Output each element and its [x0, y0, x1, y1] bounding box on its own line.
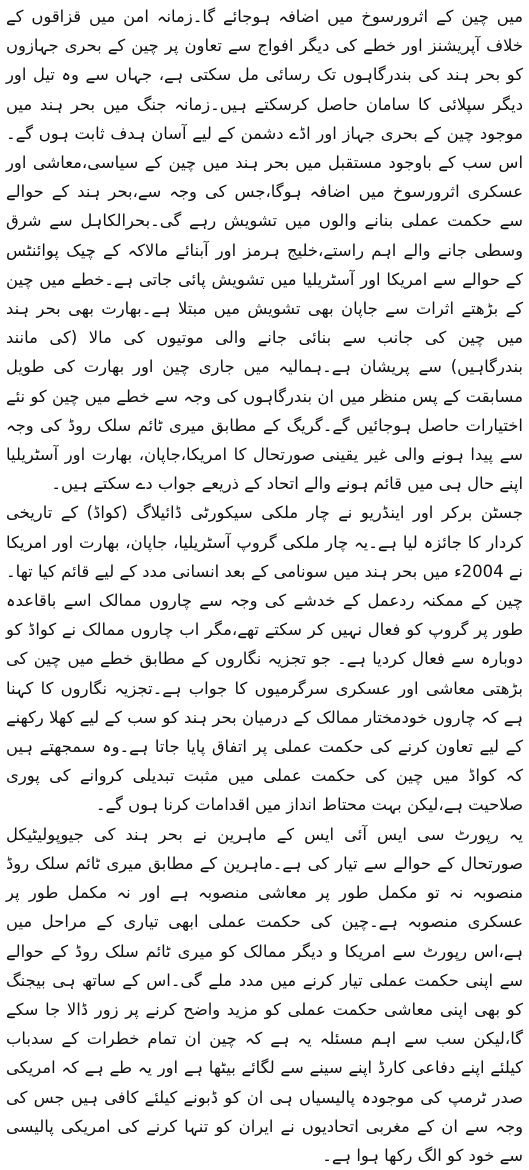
paragraph-3: یہ رپورٹ سی ایس آئی ایس کے ماہرین نے بحر ہند کی جیوپولیٹیکل صورتحال کے حوالے سے تیار کی ہے۔ماہرین کے مطابق میری ٹائم سلک روڈ منصوبہ نہ تو مکمل طور پر معاشی منصوبہ ہے اور نہ مکمل طور پر عسکری منصوبہ ہے۔چین کی حکمت عملی ابھی تیاری کے مراحل میں ہے،اس رپورٹ سے امریکا و دیگر ممالک کو میری ٹائم سلک روڈ کے حوالے سے اپنی حکمت عملی تیار کرنے میں مدد ملے گی۔اس کے ساتھ ہی بیجنگ کو بھی اپنی معاشی حکمت عملی کو مزید واضح کرنے پر زور ڈالا جا سکے گا،لیکن سب سے اہم مسئلہ یہ ہے کہ چین ان تمام خطرات کے سدباب کیلئے اپنے دفاعی کارڈ اپنے سینے سے لگائے بیٹھا ہے اور یہ طے ہے کہ امریکی صدر ٹرمپ کی موجودہ پالیسیاں ہی ان کو ڈبونے کیلئے کافی ہیں جس کی وجہ سے ان کے مغربی اتحادیوں نے ایران کو تنہا کرنے کی امریکی پالیسی سے خود کو الگ رکھا ہوا ہے۔ [6, 824, 523, 1165]
paragraph-2: جسٹن برکر اور اینڈریو نے چار ملکی سیکورٹی ڈائیلاگ (کواڈ) کے تاریخی کردار کا جائزہ لیا ہے۔یہ چار ملکی گروپ آسٹریلیا، جاپان، بھارت اور امریکا نے 2004ء میں بحر ہند میں سونامی کے بعد انسانی مدد کے لیے قائم کیا تھا۔چین کے ممکنہ ردعمل کے خدشے کی وجہ سے چاروں ممالک اسے باقاعدہ طور پر گروپ کو فعال نہیں کر سکتے تھے،مگر اب چاروں ممالک نے کواڈ کو دوبارہ سے فعال کردیا ہے۔ جو تجزیہ نگاروں کے مطابق خطے میں چین کی بڑھتی معاشی اور عسکری سرگرمیوں کا جواب ہے۔تجزیہ نگاروں کا کہنا ہے کہ چاروں خودمختار ممالک کے درمیان بحر ہند کو سب کے لیے کھلا رکھنے کے لیے تعاون کرنے کی حکمت عملی پر اتفاق پایا جاتا ہے۔وہ سمجھتے ہیں کہ کواڈ میں چین کی حکمت عملی میں مثبت تبدیلی کروانے کی پوری صلاحیت ہے،لیکن بہت محتاط انداز میں اقدامات کرنا ہوں گے۔ [6, 503, 523, 815]
paragraph-1: میں چین کے اثرورسوخ میں اضافہ ہوجائے گا۔زمانہ امن میں قزاقوں کے خلاف آپریشنز اور خطے کی دیگر افواج سے تعاون پر چین کے بحری جہازوں کو بحر ہند کی بندرگاہوں تک رسائی مل سکتی ہے، جہاں سے وہ تیل اور دیگر سپلائی کا سامان حاصل کرسکتے ہیں۔زمانہ جنگ میں بحر ہند میں موجود چین کے بحری جہاز اور اڈے دشمن کے لیے آسان ہدف ثابت ہوں گے۔اس سب کے باوجود مستقبل میں بحر ہند میں چین کے سیاسی،معاشی اور عسکری اثرورسوخ میں اضافہ ہوگا،جس کی وجہ سے،بحر ہند کے حوالے سے حکمت عملی بنانے والوں میں تشویش رہے گی۔بحرالکاہل سے شرق وسطی جانے والے اہم راستے،خلیج ہرمز اور آبنائے مالاکہ کے چیک پوائنٹس کے حوالے سے امریکا اور آسٹریلیا میں تشویش پائی جاتی ہے۔خطے میں چین کے بڑھتے اثرات سے جاپان بھی تشویش میں مبتلا ہے۔بھارت بھی بحر ہند میں چین کی جانب سے بنائی جانے والی موتیوں کی مالا (کی مانند بندرگاہیں) سے پریشان ہے۔ہمالیہ میں جاری چین اور بھارت کی طویل مسابقت کے پس منظر میں ان بندرگاہوں کی وجہ سے خطے میں چین کو نئے اختیارات حاصل ہوجائیں گے۔گریگ کے مطابق میری ٹائم سلک روڈ کی وجہ سے پیدا ہونے والی غیر یقینی صورتحال کا امریکا،جاپان، بھارت اور آسٹریلیا اپنے حال ہی میں قائم ہونے والے اتحاد کے ذریعے جواب دے سکتے ہیں۔ [6, 7, 523, 494]
